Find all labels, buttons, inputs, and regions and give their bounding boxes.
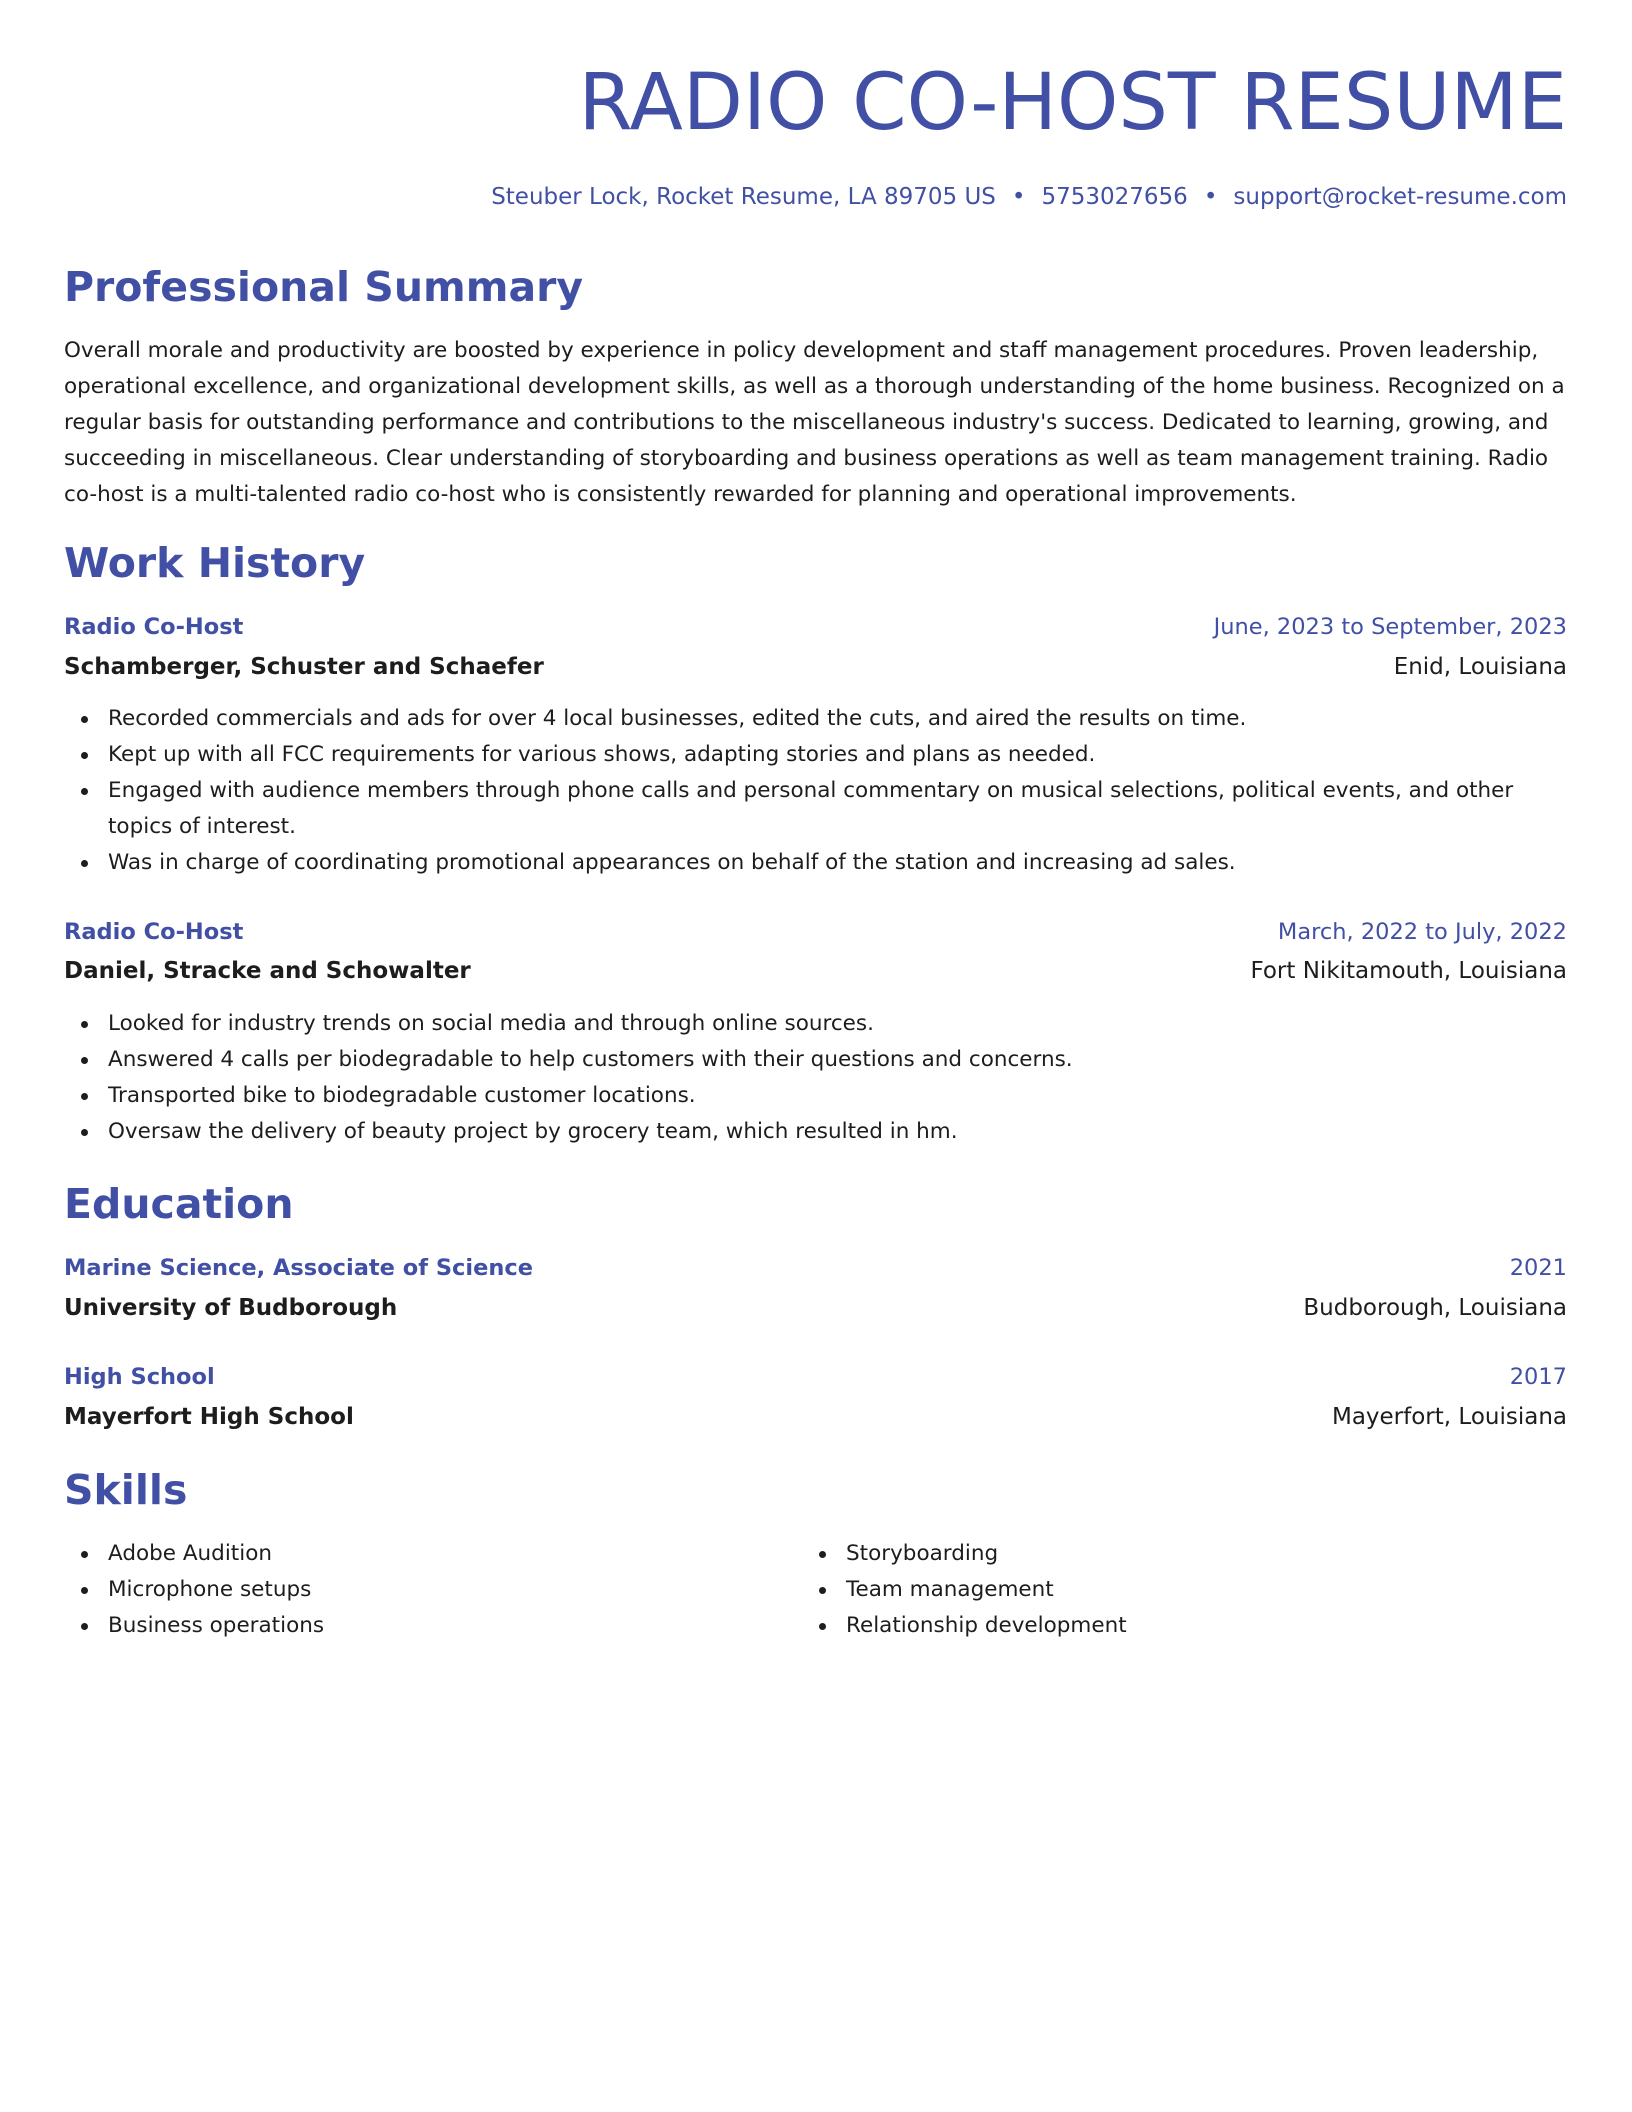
job-header-row xyxy=(64,609,1567,645)
job-bullet: Looked for industry trends on social media and through online sources. xyxy=(64,1006,1567,1042)
skill-item: Team management xyxy=(802,1572,1632,1608)
education-header-row xyxy=(64,1250,1567,1286)
job-bullet: Oversaw the delivery of beauty project by grocery team, which resulted in hm. xyxy=(64,1114,1567,1150)
job-bullet: Recorded commercials and ads for over 4 local businesses, edited the cuts, and aired the results on time. xyxy=(64,701,1567,737)
education-location: Mayerfort, Louisiana xyxy=(1331,1404,1567,1430)
education-degree: Marine Science, Associate of Science xyxy=(64,1255,533,1281)
job-dates: June, 2023 to September, 2023 xyxy=(1213,614,1567,640)
education-degree: High School xyxy=(64,1364,215,1390)
education-school: Mayerfort High School xyxy=(64,1404,354,1430)
education-school-row xyxy=(64,1290,1567,1326)
job-title: Radio Co-Host xyxy=(64,614,244,640)
job-header-row xyxy=(64,914,1567,950)
skill-item: Business operations xyxy=(64,1608,1567,1644)
job-bullet: Was in charge of coordinating promotional appearances on behalf of the station and increasing ad sales. xyxy=(64,845,1567,881)
job-company: Daniel, Stracke and Schowalter xyxy=(64,958,471,984)
summary-text: Overall morale and productivity are boosted by experience in policy development and staff management procedures. Proven leadership, operational excellence, and organizational development skills, as well as a thorough understanding of the home business. Recognized on a regular basis for outstanding performance and contributions to the miscellaneous industry's success. Dedicated to learning, growing, and succeeding in miscellaneous. Clear understanding of storyboarding and business operations as well as team management training. Radio co-host is a multi-talented radio co-host who is consistently rewarded for planning and operational improvements. xyxy=(64,338,1565,507)
job-dates: March, 2022 to July, 2022 xyxy=(1277,919,1567,945)
skills-heading: Skills xyxy=(64,1466,188,1514)
job-company-row xyxy=(64,649,1567,685)
job-bullet: Kept up with all FCC requirements for various shows, adapting stories and plans as needed. xyxy=(64,737,1567,773)
skill-item: Relationship development xyxy=(802,1608,1632,1644)
summary-heading: Professional Summary xyxy=(64,263,584,311)
contact-address: Steuber Lock, Rocket Resume, LA 89705 US xyxy=(491,184,996,210)
contact-line xyxy=(491,180,1567,214)
job-bullet: Answered 4 calls per biodegradable to help customers with their questions and concerns. xyxy=(64,1042,1567,1078)
skills-list-right xyxy=(802,1536,1632,1644)
job-bullet: Engaged with audience members through phone calls and personal commentary on musical selections, political events, and other topics of interest. xyxy=(64,773,1567,845)
skill-item: Storyboarding xyxy=(802,1536,1632,1572)
resume-title: RADIO CO-HOST RESUME xyxy=(578,58,1567,148)
skill-item: Adobe Audition xyxy=(64,1536,1567,1572)
job-bullet: Transported bike to biodegradable customer locations. xyxy=(64,1078,1567,1114)
education-school-row xyxy=(64,1399,1567,1435)
job-location: Fort Nikitamouth, Louisiana xyxy=(1250,958,1567,984)
education-school: University of Budborough xyxy=(64,1295,398,1321)
education-heading: Education xyxy=(64,1180,294,1228)
job-location: Enid, Louisiana xyxy=(1393,654,1567,680)
education-year: 2021 xyxy=(1509,1255,1567,1281)
education-location: Budborough, Louisiana xyxy=(1303,1295,1567,1321)
contact-phone[interactable]: 5753027656 xyxy=(1041,184,1188,210)
contact-separator: • xyxy=(1011,184,1026,210)
contact-separator: • xyxy=(1203,184,1218,210)
job-title: Radio Co-Host xyxy=(64,919,244,945)
job-bullets xyxy=(64,701,1567,881)
job-company: Schamberger, Schuster and Schaefer xyxy=(64,654,544,680)
education-year: 2017 xyxy=(1509,1364,1567,1390)
education-header-row xyxy=(64,1359,1567,1395)
skill-item: Microphone setups xyxy=(64,1572,1567,1608)
job-bullets xyxy=(64,1006,1567,1150)
job-company-row xyxy=(64,953,1567,989)
contact-email[interactable]: support@rocket-resume.com xyxy=(1233,184,1567,210)
work-history-heading: Work History xyxy=(64,539,366,587)
